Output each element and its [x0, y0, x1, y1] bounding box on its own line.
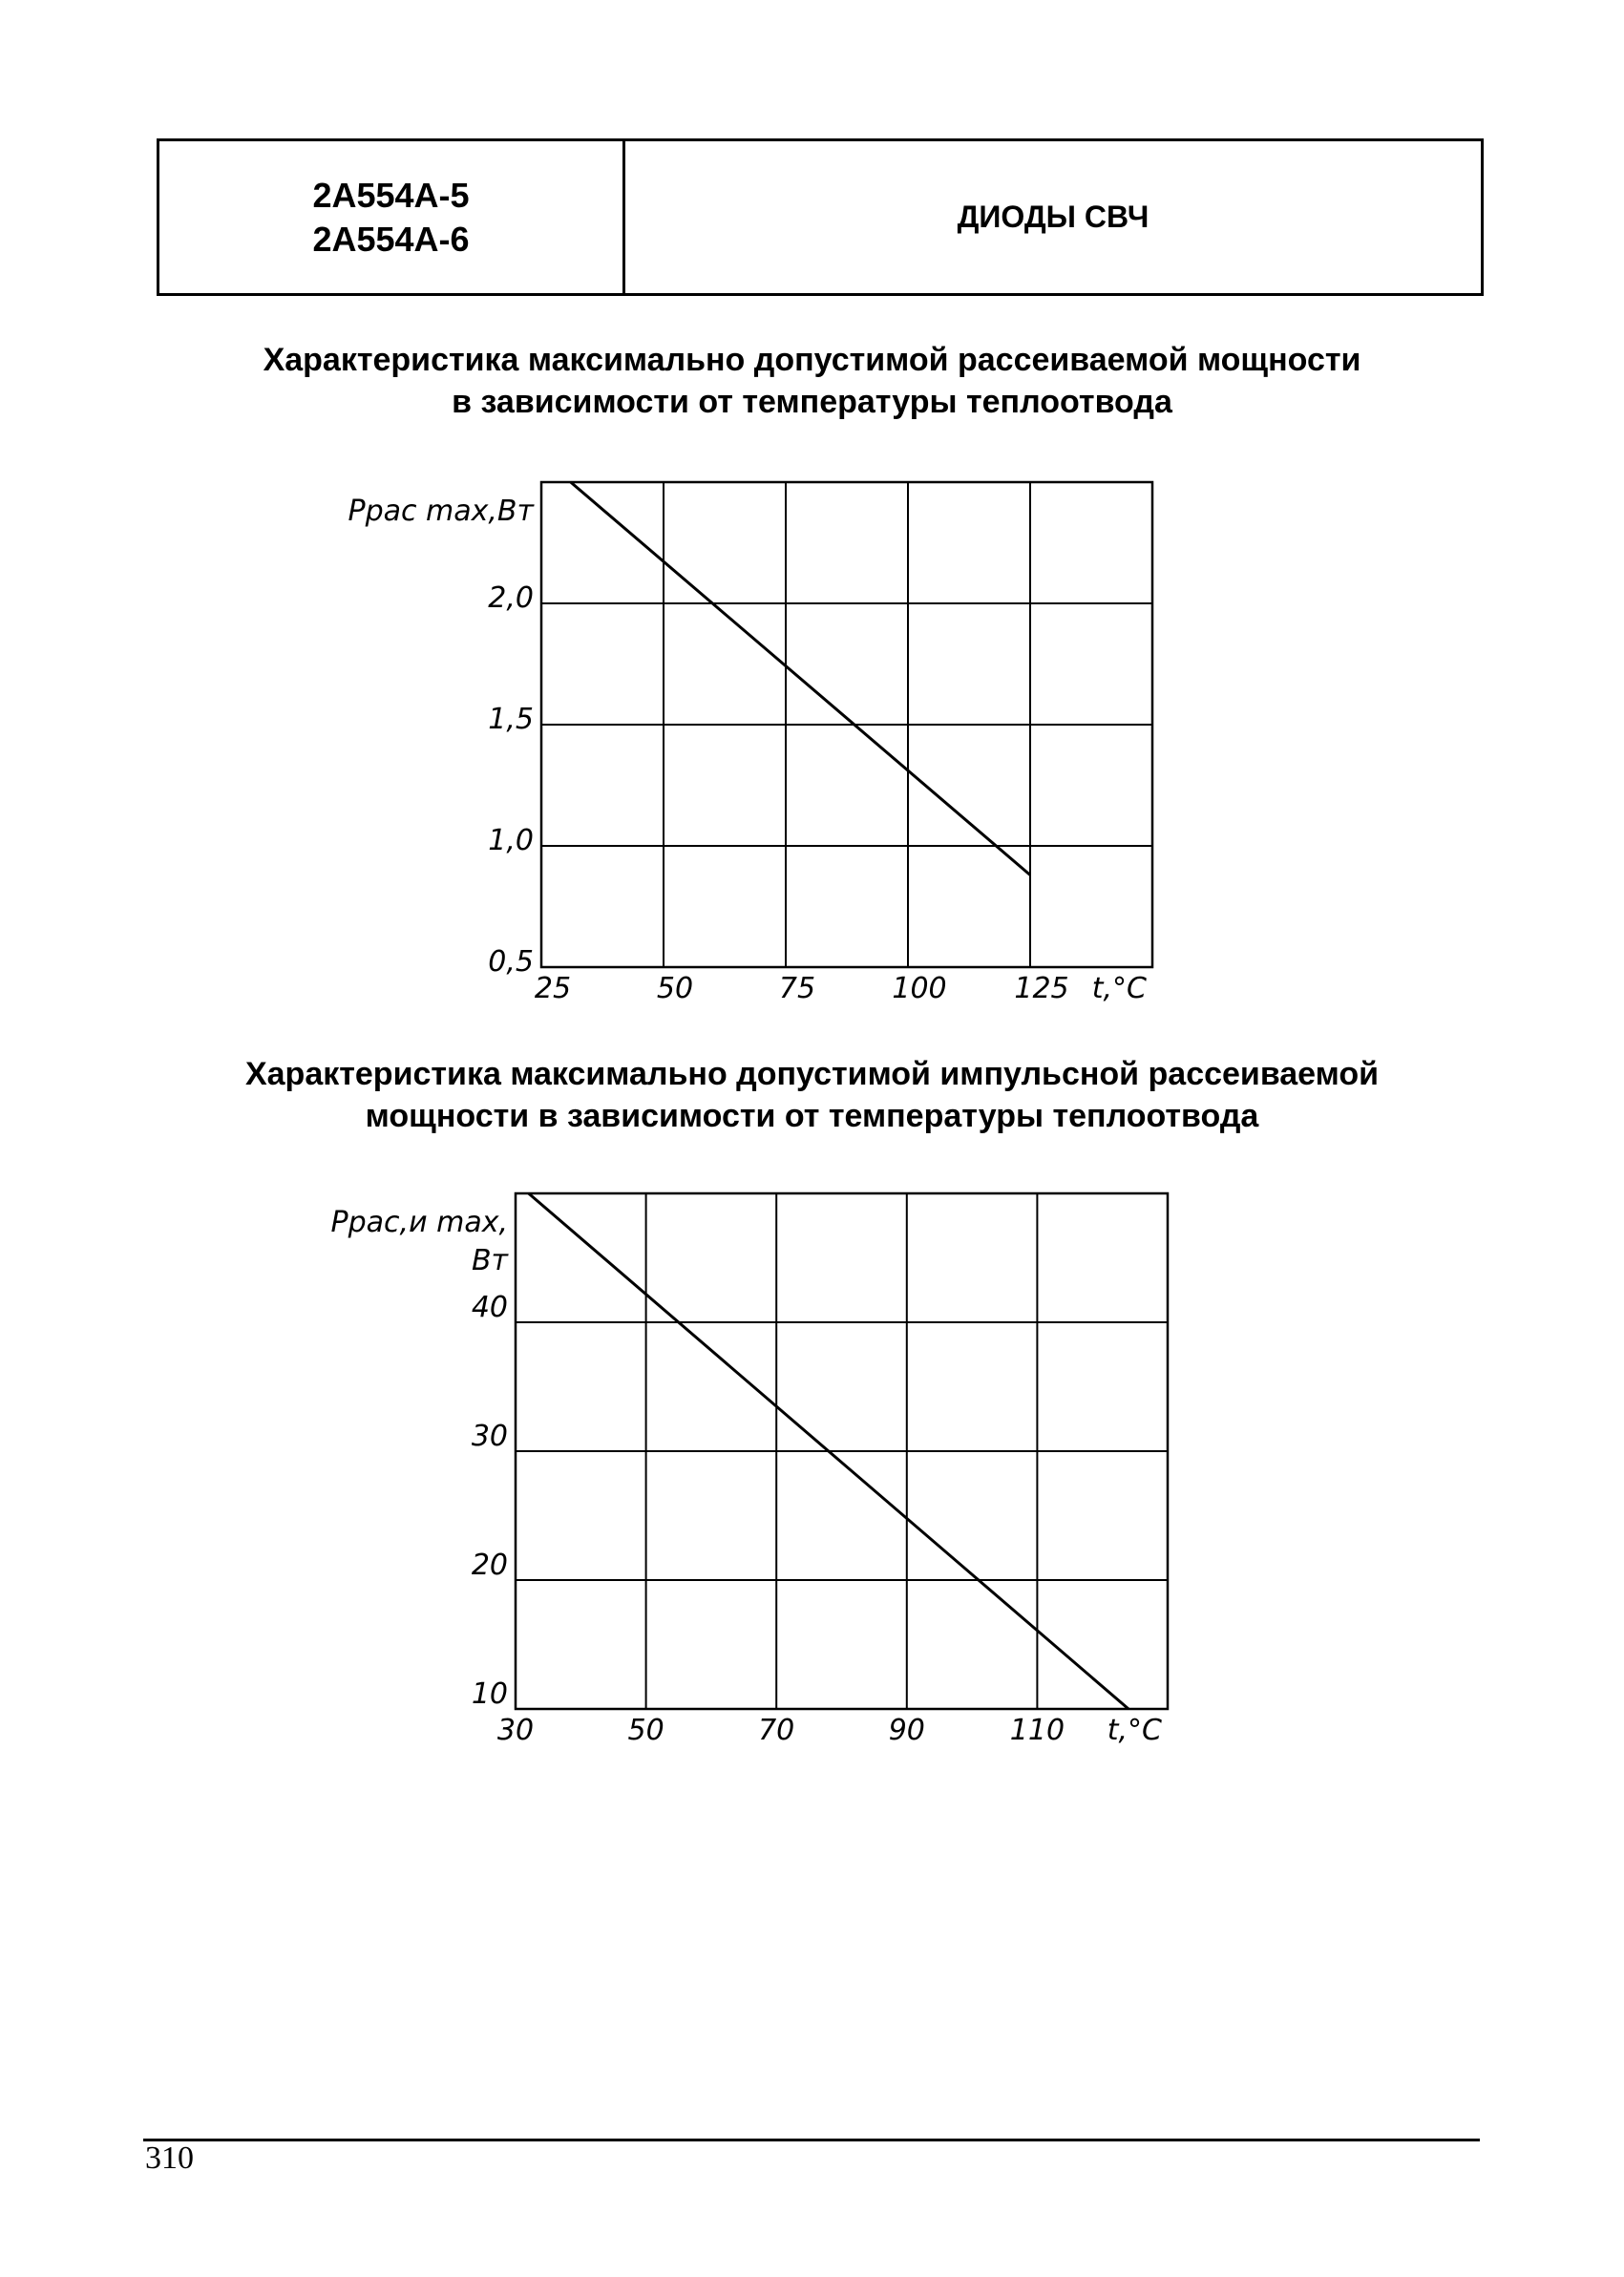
y-tick-label: 1,0: [488, 824, 534, 857]
x-tick-label: 100: [892, 972, 947, 1005]
x-tick-label: 125: [1014, 972, 1069, 1005]
y-tick-label: 40: [471, 1291, 508, 1324]
y-axis-label: Pрас,и max,: [330, 1206, 508, 1239]
x-axis-label: t,°С: [1107, 1714, 1162, 1747]
y-tick-label: 20: [471, 1549, 508, 1582]
chart-title-line: Характеристика максимально допустимой рассеиваемой мощности: [263, 342, 1361, 378]
chart-title-line: в зависимости от температуры теплоотвода: [452, 384, 1172, 420]
x-tick-label: 25: [534, 972, 572, 1005]
y-tick-label: 0,5: [488, 945, 534, 979]
part-number: 2А554А-5: [312, 175, 470, 215]
x-tick-label: 50: [627, 1714, 664, 1747]
y-axis-label: Pрас max,Вт: [348, 495, 534, 528]
x-tick-label: 90: [888, 1714, 925, 1747]
footer-rule: [143, 2139, 1480, 2141]
x-tick-label: 110: [1009, 1714, 1065, 1747]
y-tick-label: 1,5: [488, 703, 534, 736]
category-title: ДИОДЫ СВЧ: [957, 200, 1149, 234]
x-tick-label: 50: [656, 972, 694, 1005]
page-number: 310: [145, 2140, 194, 2176]
x-tick-label: 75: [778, 972, 816, 1005]
x-tick-label: 70: [758, 1714, 795, 1747]
x-axis-label: t,°С: [1091, 972, 1147, 1005]
y-tick-label: 10: [471, 1677, 508, 1711]
chart-title-line: Характеристика максимально допустимой импульсной рассеиваемой: [244, 1056, 1380, 1092]
chart-title-line: мощности в зависимости от температуры теплоотвода: [365, 1098, 1259, 1134]
x-tick-label: 30: [496, 1714, 535, 1747]
y-axis-label-unit: Вт: [471, 1244, 508, 1277]
y-tick-label: 30: [471, 1420, 508, 1453]
y-tick-label: 2,0: [488, 581, 534, 615]
part-number: 2А554А-6: [312, 219, 470, 259]
